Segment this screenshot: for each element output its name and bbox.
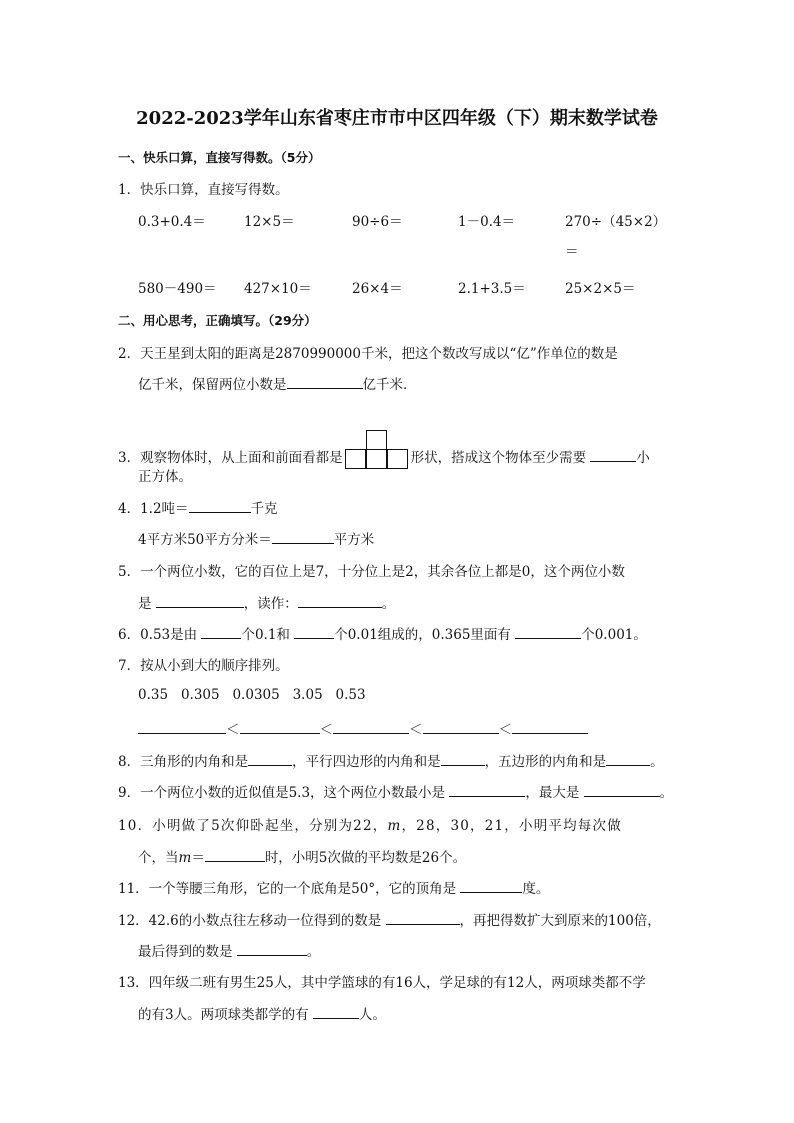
calc-item: 90÷6＝: [352, 214, 403, 230]
q2-text: 亿千米．: [362, 377, 417, 393]
question-10-line-1: [118, 814, 622, 834]
q12-text: 12．42.6的小数点往左移动一位得到的数是: [118, 913, 386, 929]
q4-text: 平方米: [333, 532, 375, 548]
q10-text: ＝: [191, 850, 205, 866]
calc-item: 25×2×5＝: [565, 281, 636, 297]
question-13-line-2: [138, 1003, 386, 1023]
question-11: [118, 877, 549, 897]
calc-item: 12×5＝: [244, 214, 295, 230]
q6-text: 个0.001。: [581, 627, 647, 643]
question-9: [118, 781, 673, 801]
answer-blank[interactable]: [138, 719, 226, 734]
q10-text: 时，小明5次做的平均数是26个。: [264, 850, 467, 866]
q13-text: 人。: [358, 1007, 386, 1023]
answer-blank[interactable]: [515, 624, 581, 639]
q3-text: 形状，搭成这个物体至少需要: [410, 450, 591, 466]
q8-text: ，五边形的内角和是: [484, 754, 607, 770]
section-2-heading: 二、用心思考，正确填写。（29分）: [118, 313, 317, 328]
answer-blank[interactable]: [606, 751, 650, 766]
page-title: 2022-2023学年山东省枣庄市市中区四年级（下）期末数学试卷: [136, 108, 658, 129]
q6-text: 个0.1和: [241, 627, 295, 643]
calc-item: 427×10＝: [244, 281, 312, 297]
q3-text: 3．观察物体时，从上面和前面看都是: [118, 450, 343, 466]
question-10-line-2: [138, 846, 466, 866]
calc-item: 270÷（45×2）: [565, 214, 667, 230]
question-6: [118, 623, 647, 643]
q5-text: 。: [381, 596, 396, 612]
answer-blank[interactable]: [298, 593, 382, 608]
variable-m: m: [178, 850, 192, 866]
question-5-line-2: [138, 592, 395, 612]
ordering-blanks: [138, 718, 588, 738]
number-item: 0.53: [335, 687, 366, 703]
less-than-symbol: ＜: [226, 722, 240, 738]
question-3-line-1: [118, 430, 650, 472]
calc-item: 1－0.4＝: [458, 214, 516, 230]
question-12-line-1: [118, 909, 661, 929]
question-1-text: 1．快乐口算，直接写得数。: [118, 182, 289, 198]
answer-blank[interactable]: [313, 1004, 359, 1019]
calc-item: 2.1+3.5＝: [458, 281, 526, 297]
answer-blank[interactable]: [201, 624, 241, 639]
calc-item-tail: ＝: [565, 244, 579, 260]
number-item: 0.0305: [232, 687, 280, 703]
answer-blank[interactable]: [156, 593, 244, 608]
answer-blank[interactable]: [189, 498, 251, 513]
q5-text: 是: [138, 596, 156, 612]
q8-text: ，平行四边形的内角和是: [292, 754, 441, 770]
section-1-heading: 一、快乐口算，直接写得数。（5分）: [118, 150, 321, 165]
q11-text: 度。: [522, 881, 550, 897]
q6-text: 个0.01组成的，0.365里面有: [334, 627, 516, 643]
answer-blank[interactable]: [386, 910, 460, 925]
question-12-line-2: [138, 940, 320, 960]
question-13-line-1: 13．四年级二班有男生25人，其中学篮球的有16人，学足球的有12人，两项球类都不学: [118, 975, 646, 991]
question-2-line-1: 2．天王星到太阳的距离是2870990000千米，把这个数改写成以“亿”作单位的数是: [118, 346, 618, 362]
answer-blank[interactable]: [272, 529, 334, 544]
answer-blank[interactable]: [333, 719, 409, 734]
question-3-line-2: 正方体。: [138, 469, 192, 485]
answer-blank[interactable]: [423, 719, 499, 734]
question-8: [118, 750, 664, 770]
question-7-text: 7．按从小到大的顺序排列。: [118, 658, 289, 674]
question-5-line-1: 5．一个两位小数，它的百位上是7，十分位上是2，其余各位上都是0，这个两位小数: [118, 564, 625, 580]
q10-text: 10．小明做了5次仰卧起坐，分别为22，: [118, 818, 388, 834]
three-view-shape-figure: [344, 430, 410, 472]
answer-blank[interactable]: [248, 751, 292, 766]
q5-text: ，读作：: [243, 596, 298, 612]
q9-text: ，最大是: [525, 785, 584, 801]
q4-text: 千克: [250, 501, 278, 517]
answer-blank[interactable]: [584, 782, 660, 797]
q8-text: 。: [650, 754, 664, 770]
q12-text: ，再把得数扩大到原来的100倍，: [459, 913, 661, 929]
answer-blank[interactable]: [441, 751, 485, 766]
q13-text: 的有3人。两项球类都学的有: [138, 1007, 313, 1023]
less-than-symbol: ＜: [498, 722, 512, 738]
answer-blank[interactable]: [460, 878, 522, 893]
q4-text: 4．1.2吨＝: [118, 501, 189, 517]
calc-item: 0.3+0.4＝: [138, 214, 206, 230]
q6-text: 6．0.53是由: [118, 627, 202, 643]
question-4-line-2: [138, 528, 374, 548]
answer-blank[interactable]: [449, 782, 525, 797]
answer-blank[interactable]: [287, 374, 363, 389]
q12-text: 。: [306, 944, 321, 960]
q10-text: ，28，30，21，小明平均每次做: [401, 818, 622, 834]
q11-text: 11．一个等腰三角形，它的一个底角是50°，它的顶角是: [118, 881, 461, 897]
number-item: 3.05: [292, 687, 323, 703]
answer-blank[interactable]: [205, 847, 265, 862]
q10-text: 个，当: [138, 850, 179, 866]
answer-blank[interactable]: [240, 719, 320, 734]
q2-text: 亿千米，保留两位小数是: [138, 377, 287, 393]
calc-item: 26×4＝: [352, 281, 403, 297]
answer-blank[interactable]: [294, 624, 334, 639]
q9-text: 。: [659, 785, 674, 801]
number-item: 0.35: [138, 687, 169, 703]
q12-text: 最后得到的数是: [138, 944, 237, 960]
q3-text: 小: [636, 450, 650, 466]
q9-text: 9．一个两位小数的近似值是5.3，这个两位小数最小是: [118, 785, 450, 801]
number-item: 0.305: [180, 687, 220, 703]
calc-item: 580－490＝: [138, 281, 217, 297]
answer-blank[interactable]: [237, 941, 307, 956]
q4-text: 4平方米50平方分米＝: [138, 532, 272, 548]
answer-blank[interactable]: [590, 447, 636, 462]
less-than-symbol: ＜: [319, 722, 333, 738]
question-4-line-1: [118, 497, 278, 517]
answer-blank[interactable]: [512, 719, 588, 734]
variable-m: m: [387, 818, 402, 834]
question-2-line-2: [138, 373, 417, 393]
number-list: [138, 687, 366, 703]
q8-text: 8．三角形的内角和是: [118, 754, 249, 770]
less-than-symbol: ＜: [409, 722, 423, 738]
